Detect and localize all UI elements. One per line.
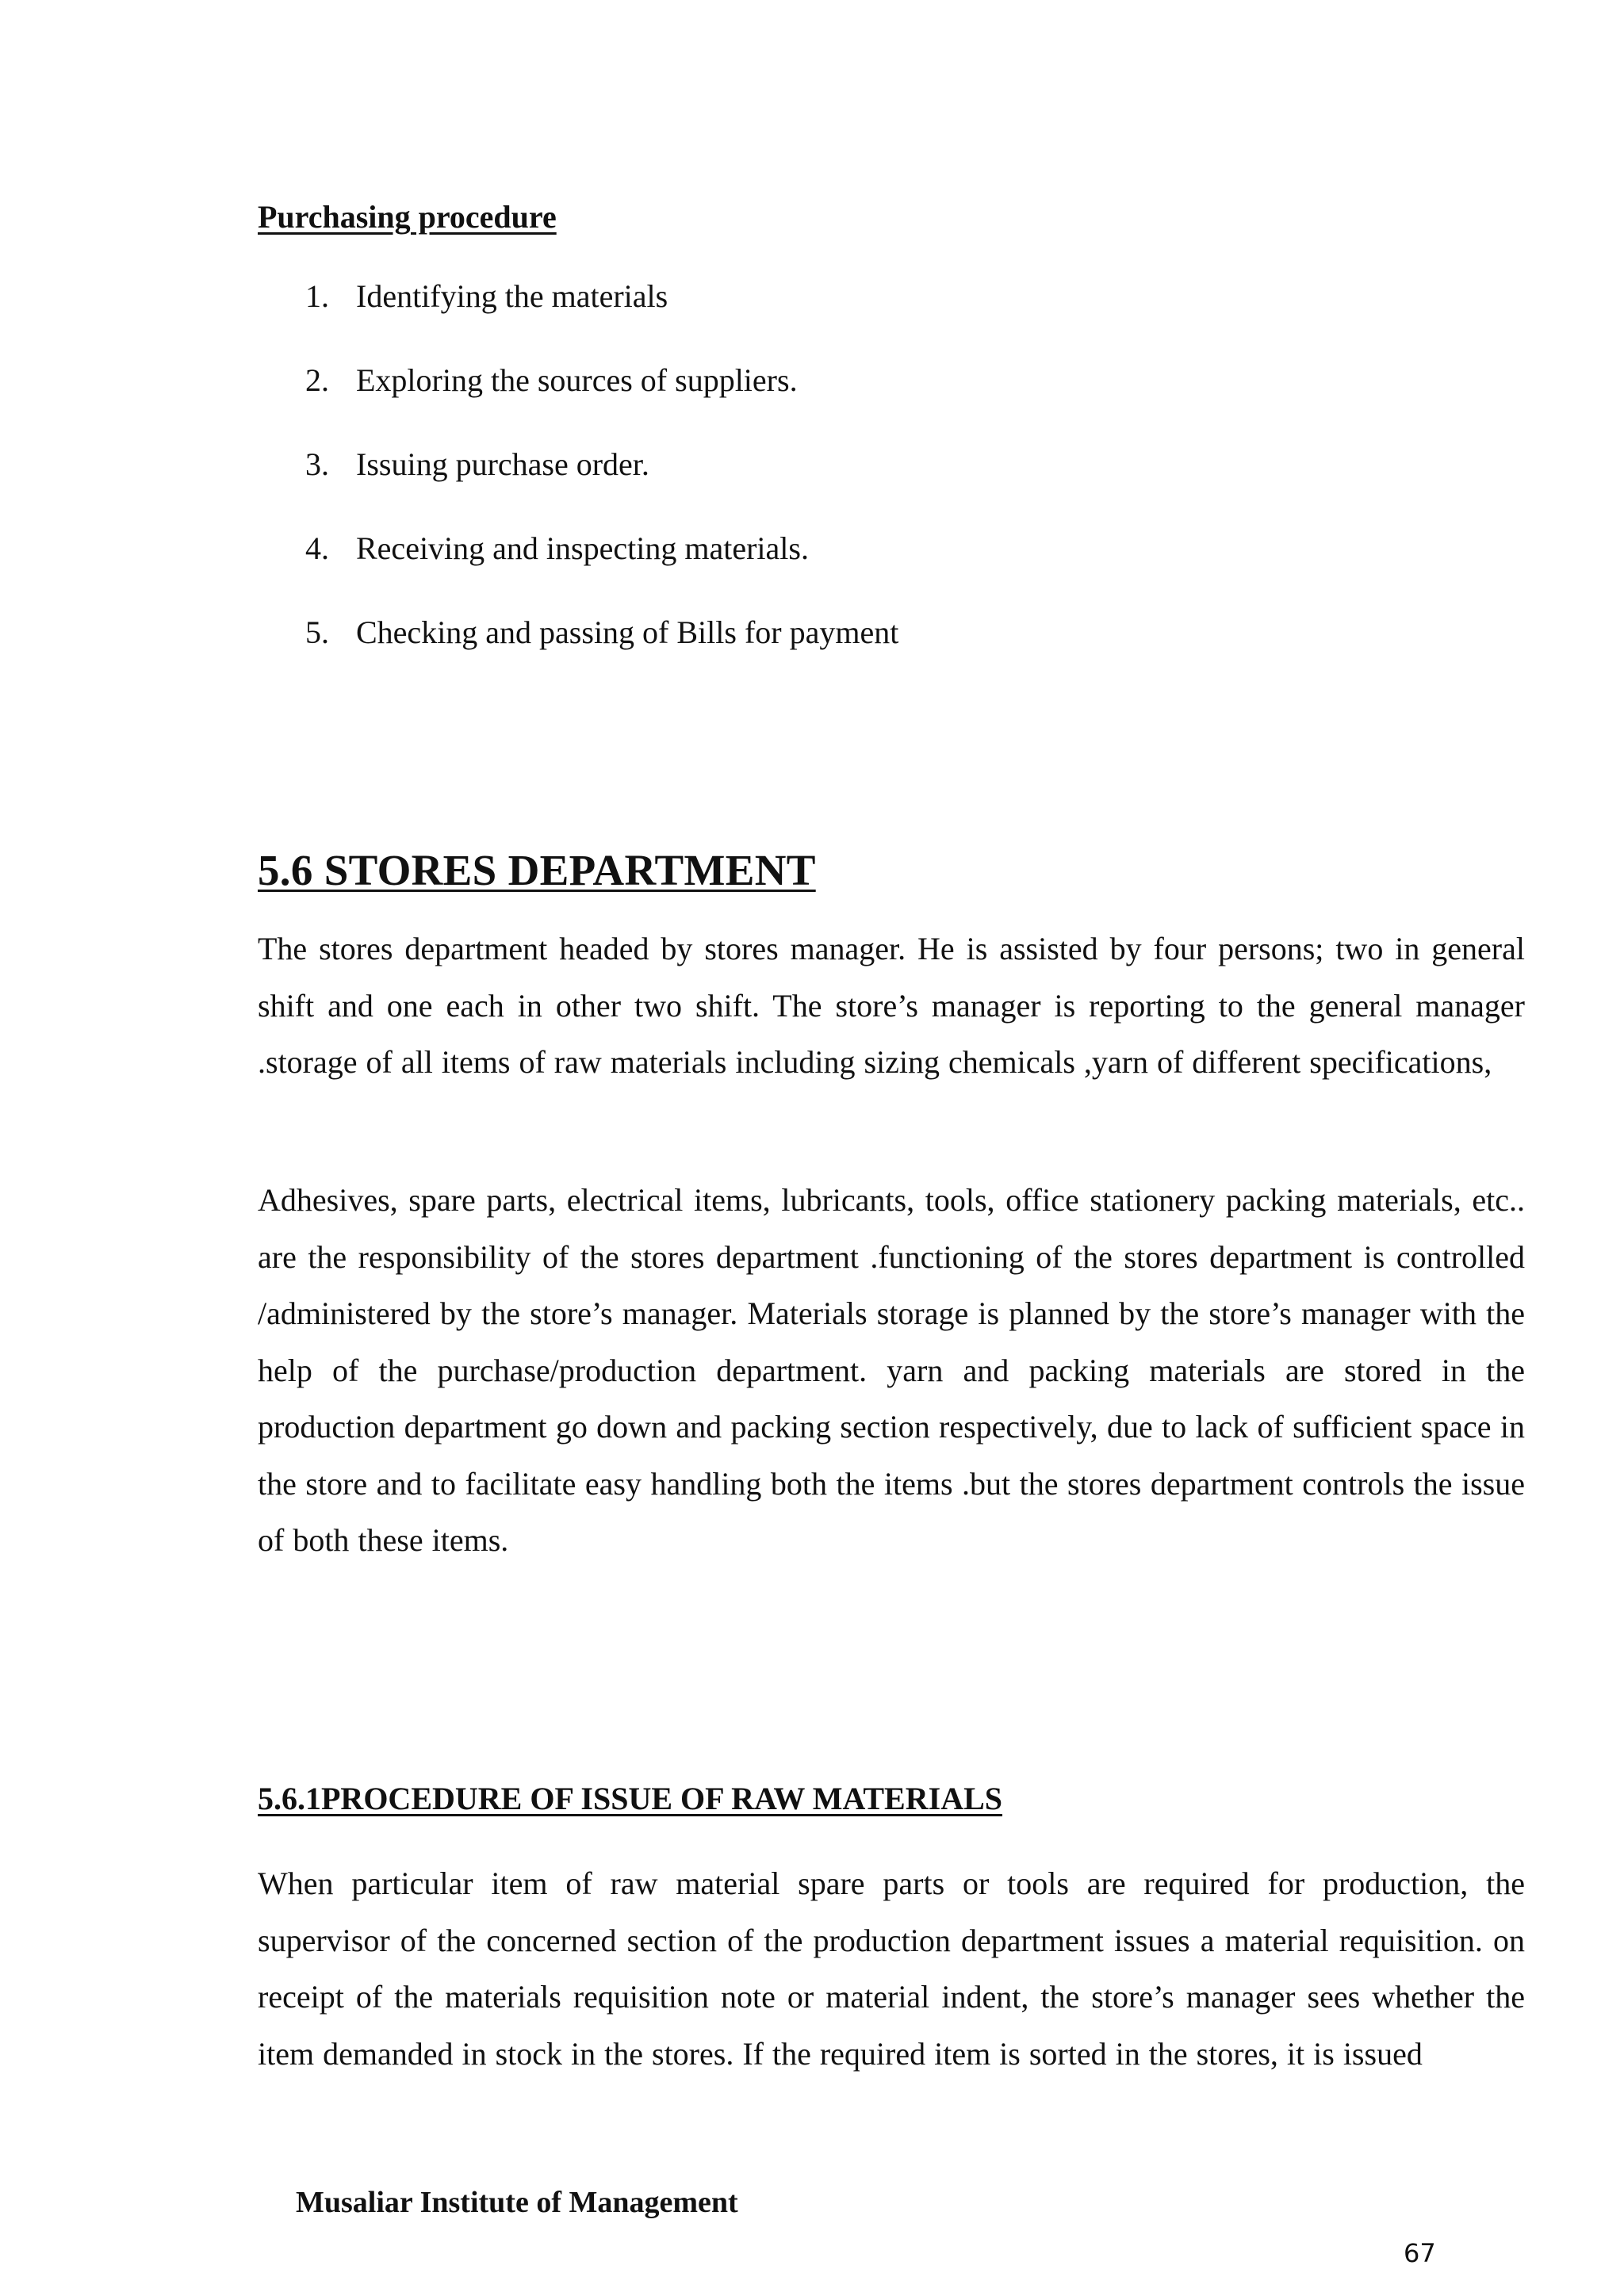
list-item xyxy=(305,274,1415,358)
list-item-text: Checking and passing of Bills for payment xyxy=(356,614,899,650)
stores-paragraph-1: The stores department headed by stores manager. He is assisted by four persons; two in general shift and one each in other two shift. The store’s manager is reporting to the general manager .storage of all items of raw materials including sizing chemicals ,yarn of different specifications, xyxy=(258,931,1525,1080)
list-item-number: 2. xyxy=(305,362,329,398)
list-item xyxy=(305,610,1415,695)
issue-procedure-paragraph: When particular item of raw material spare parts or tools are required for production, the supervisor of the concerned section of the production department issues a material requisition. on receipt of the materials requisition note or material indent, the store’s manager sees whether the item demanded in stock in the stores. If the required item is sorted in the stores, it is issued xyxy=(258,1866,1525,2072)
list-item-number: 5. xyxy=(305,614,329,650)
issue-procedure-heading: 5.6.1PROCEDURE OF ISSUE OF RAW MATERIALS xyxy=(258,1781,1003,1816)
list-item-text: Identifying the materials xyxy=(356,278,668,314)
list-item xyxy=(305,442,1415,526)
purchasing-procedure-heading: Purchasing procedure xyxy=(258,199,557,235)
stores-department-heading: 5.6 STORES DEPARTMENT xyxy=(258,846,816,894)
list-item-number: 1. xyxy=(305,278,329,314)
list-item-text: Exploring the sources of suppliers. xyxy=(356,362,798,398)
stores-paragraph-2: Adhesives, spare parts, electrical items, lubricants, tools, office stationery packing materials, etc.. are the responsibility of the stores department .functioning of the stores department is controlled /administered by the store’s manager. Materials storage is planned by the store’s manager with the help of the purchase/production department. yarn and packing materials are stored in the production department go down and packing section respectively, due to lack of sufficient space in the store and to facilitate easy handling both the items .but the stores department controls the issue of both these items. xyxy=(258,1182,1525,1558)
list-item xyxy=(305,358,1415,442)
list-item-number: 3. xyxy=(305,446,329,482)
list-item-number: 4. xyxy=(305,530,329,566)
procedure-steps-list xyxy=(305,274,1415,695)
list-item-text: Receiving and inspecting materials. xyxy=(356,530,809,566)
list-item-text: Issuing purchase order. xyxy=(356,446,649,482)
footer-institution-name: Musaliar Institute of Management xyxy=(296,2186,738,2219)
list-item xyxy=(305,526,1415,610)
page-number: 67 xyxy=(1404,2238,1436,2268)
